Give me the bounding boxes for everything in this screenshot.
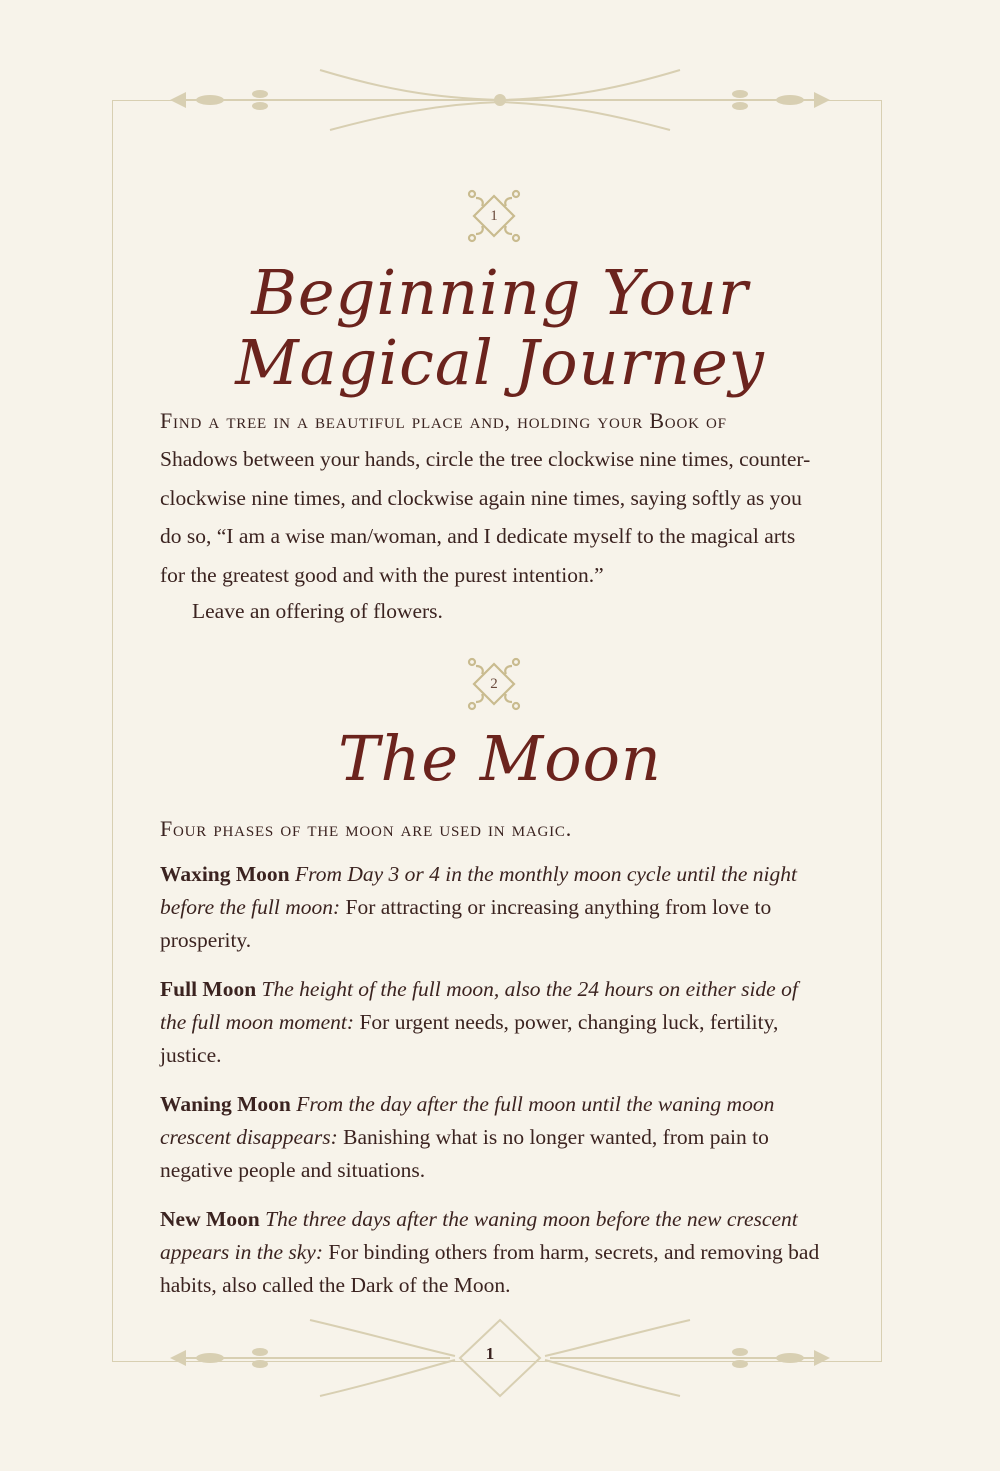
- phase-use: For binding others from harm, secrets, and removing bad habits, also called the Dark of the Moon.: [160, 1240, 820, 1297]
- chapter-lead-text: Four phases of the moon are used in magic.: [160, 816, 573, 841]
- chapter-lead-text: Find a tree in a beautiful place and, holding your Book of: [160, 408, 727, 433]
- phase-name: New Moon: [160, 1207, 260, 1231]
- moon-phase-entry: [160, 973, 820, 1072]
- phase-name: Waxing Moon: [160, 862, 290, 886]
- phase-name: Full Moon: [160, 977, 257, 1001]
- moon-phase-entry: [160, 1088, 820, 1187]
- chapter-title-line-1: Beginning Your: [251, 256, 749, 329]
- phase-timing: The height of the full moon, also the 24 hours on either side of the full moon moment:: [160, 977, 798, 1034]
- chapter-number-badge: [466, 656, 522, 712]
- page-number: 1: [485, 1344, 495, 1363]
- chapter-title-line-2: Magical Journey: [235, 326, 765, 399]
- chapter-number: 2: [490, 675, 498, 692]
- chapter-closing-text: Leave an offering of flowers.: [192, 599, 443, 623]
- phase-use: Banishing what is no longer wanted, from pain to negative people and situations.: [160, 1125, 769, 1182]
- phase-use: For attracting or increasing anything from love to prosperity.: [160, 895, 772, 952]
- phase-timing: From the day after the full moon until the waning moon crescent disappears:: [160, 1092, 775, 1149]
- chapter-number: 1: [490, 207, 498, 224]
- chapter-title: The Moon: [338, 722, 662, 795]
- phase-use: For urgent needs, power, changing luck, fertility, justice.: [160, 1010, 779, 1067]
- moon-phase-entry: [160, 1203, 820, 1302]
- phase-name: Waning Moon: [160, 1092, 291, 1116]
- phase-timing: From Day 3 or 4 in the monthly moon cycle until the night before the full moon:: [160, 862, 797, 919]
- phase-timing: The three days after the waning moon before the new crescent appears in the sky:: [160, 1207, 798, 1264]
- moon-phase-entry: [160, 858, 820, 957]
- chapter-number-badge: [466, 188, 522, 244]
- chapter-body-text: Shadows between your hands, circle the tree clockwise nine times, counter-clockwise nine times, and clockwise again nine times, saying softly as you do so, “I am a wise man/woman, and I dedicate myself to the magical arts for the greatest good and with the purest intention.”: [160, 447, 811, 587]
